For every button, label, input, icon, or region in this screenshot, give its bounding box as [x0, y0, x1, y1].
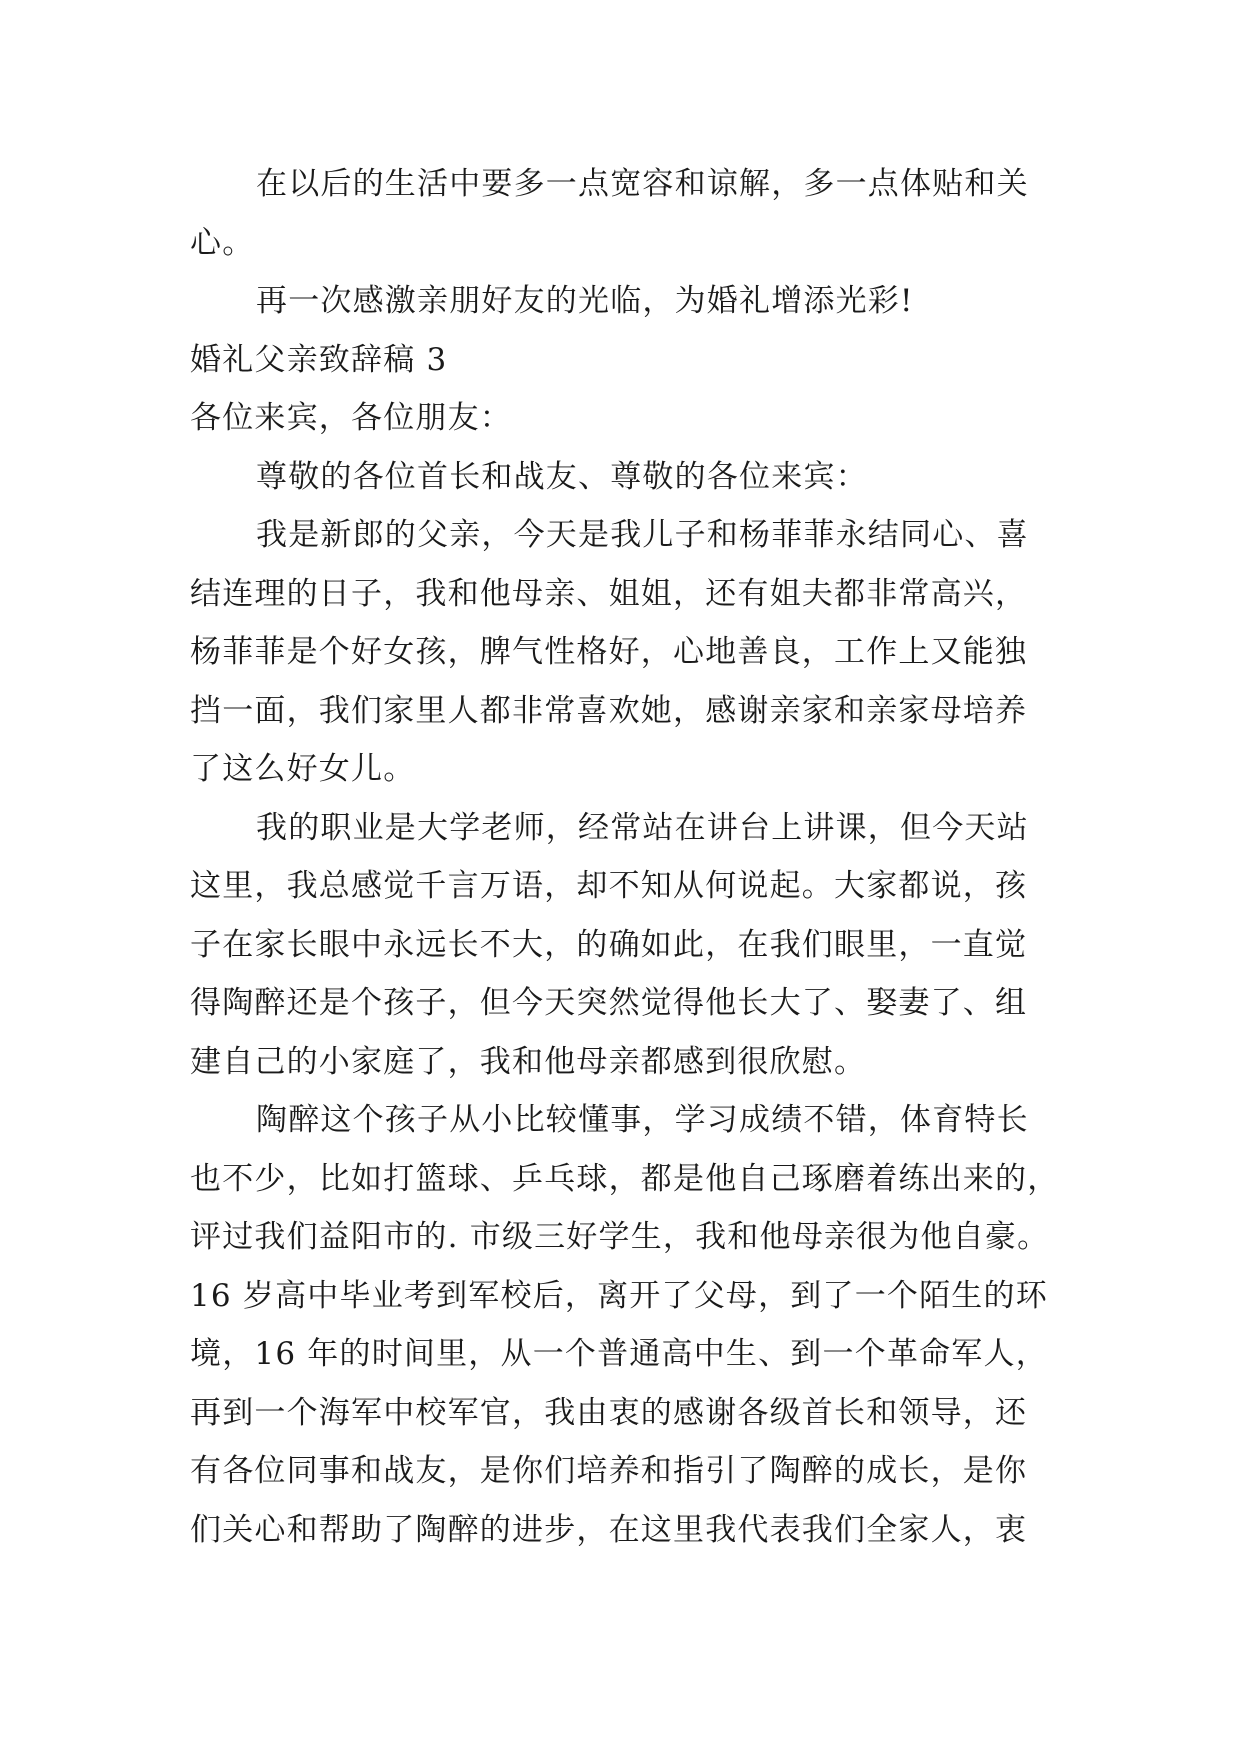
paragraph-line: 在以后的生活中要多一点宽容和谅解，多一点体贴和关: [256, 166, 1029, 202]
paragraph-line: 得陶醉还是个孩子，但今天突然觉得他长大了、娶妻了、组: [190, 985, 1028, 1021]
document-page: [190, 155, 1070, 1559]
section-heading: 婚礼父亲致辞稿 3: [190, 341, 448, 378]
paragraph-line: 心。: [190, 224, 255, 261]
paragraph-line: 了这么好女儿。: [190, 751, 416, 787]
paragraph-line: 也不少，比如打篮球、乒乓球，都是他自己琢磨着练出来的，: [190, 1160, 1060, 1197]
paragraph-line: 我是新郎的父亲，今天是我儿子和杨菲菲永结同心、喜: [256, 517, 1029, 553]
paragraph-line: 我的职业是大学老师，经常站在讲台上讲课，但今天站: [256, 809, 1029, 846]
paragraph-line: 结连理的日子，我和他母亲、姐姐，还有姐夫都非常高兴，: [190, 575, 1028, 612]
paragraph-line: 再到一个海军中校军官，我由衷的感谢各级首长和领导，还: [190, 1394, 1028, 1431]
paragraph-line: 们关心和帮助了陶醉的进步，在这里我代表我们全家人，衷: [190, 1511, 1028, 1548]
paragraph-line: 有各位同事和战友，是你们培养和指引了陶醉的成长，是你: [190, 1453, 1028, 1489]
paragraph-line: 杨菲菲是个好女孩，脾气性格好，心地善良，工作上又能独: [190, 634, 1028, 670]
paragraph-line: 建自己的小家庭了，我和他母亲都感到很欣慰。: [190, 1043, 867, 1080]
paragraph-line: 挡一面，我们家里人都非常喜欢她，感谢亲家和亲家母培养: [190, 692, 1028, 729]
paragraph-line: 境，16 年的时间里，从一个普通高中生、到一个革命军人，: [190, 1336, 1048, 1372]
paragraph-line: 16 岁高中毕业考到军校后，离开了父母，到了一个陌生的环: [190, 1277, 1048, 1314]
paragraph-line: 陶醉这个孩子从小比较懂事，学习成绩不错，体育特长: [256, 1102, 1029, 1138]
paragraph-line: 子在家长眼中永远长不大，的确如此，在我们眼里，一直觉: [190, 926, 1028, 963]
paragraph-line: 再一次感激亲朋好友的光临，为婚礼增添光彩!: [256, 283, 914, 319]
salutation: 各位来宾，各位朋友：: [190, 400, 512, 436]
paragraph-line: 这里，我总感觉千言万语，却不知从何说起。大家都说，孩: [190, 868, 1028, 904]
paragraph-line: 评过我们益阳市的. 市级三好学生，我和他母亲很为他自豪。: [190, 1219, 1050, 1255]
paragraph-line: 尊敬的各位首长和战友、尊敬的各位来宾：: [256, 458, 868, 495]
